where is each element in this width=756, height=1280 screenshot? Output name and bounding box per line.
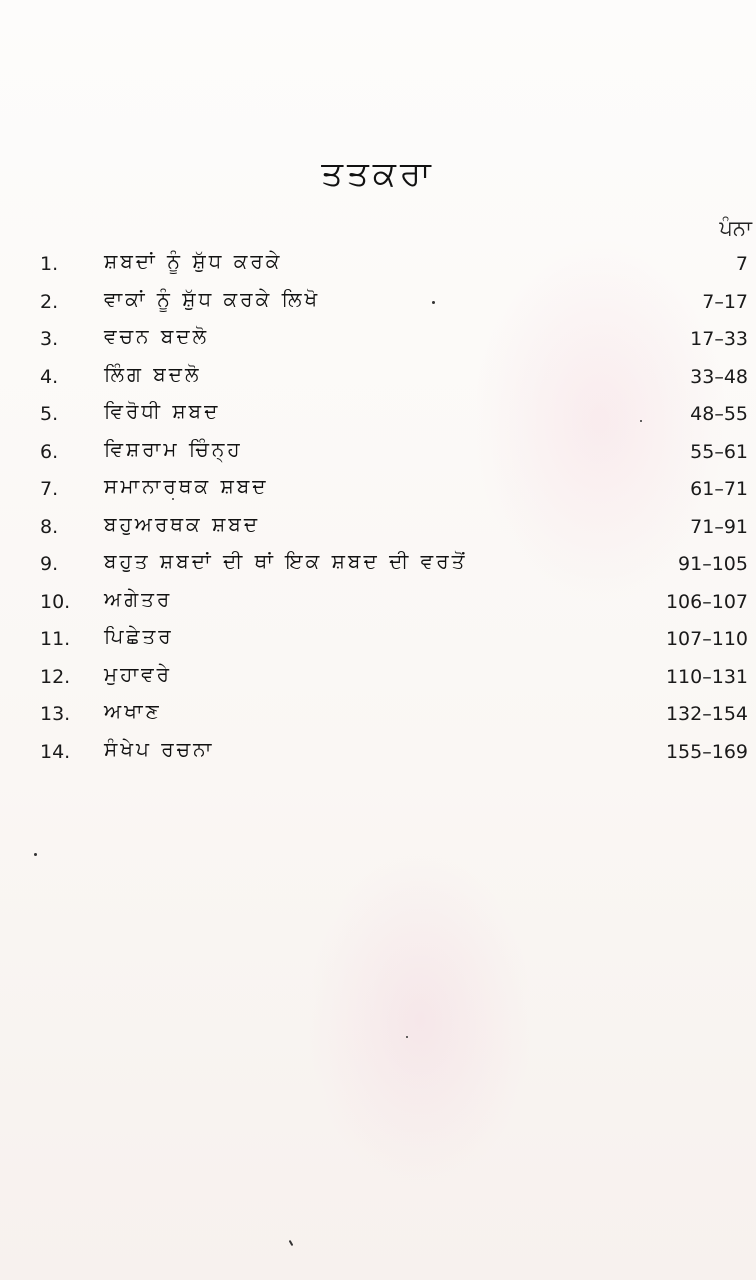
toc-entry-number: 8. [40,515,59,538]
toc-entry-pages: 7–17 [702,290,748,313]
toc-row [0,432,756,470]
toc-row [0,694,756,732]
toc-entry-title: ਪਿਛੇਤਰ [104,624,174,648]
toc-row [0,282,756,320]
toc-entry-pages: 33–48 [690,365,748,388]
toc-entry-pages: 107–110 [665,628,748,650]
print-speck [34,853,37,856]
toc-row [0,657,756,695]
print-speck [640,420,642,422]
toc-entry-pages: 55–61 [690,440,748,463]
toc-row [0,544,756,582]
toc-entry-pages: 61–71 [690,478,748,500]
toc-entry-title: ਸ਼ਬਦਾਂ ਨੂੰ ਸ਼ੁੱਧ ਕਰਕੇ [104,249,283,273]
toc-entry-pages: 7 [735,253,748,275]
toc-entry-pages: 71–91 [690,515,748,538]
toc-entry-title: ਵਿਰੋਧੀ ਸ਼ਬਦ [104,399,221,423]
toc-entry-title: ਵਾਕਾਂ ਨੂੰ ਸ਼ੁੱਧ ਕਰਕੇ ਲਿਖੋ [104,286,321,311]
toc-entry-title: ਬਹੁਤ ਸ਼ਬਦਾਂ ਦੀ ਥਾਂ ਇਕ ਸ਼ਬਦ ਦੀ ਵਰਤੋਂ [104,549,468,573]
toc-row [0,394,756,432]
toc-row [0,244,756,282]
toc-row [0,732,756,770]
toc-row [0,582,756,620]
table-of-contents [0,244,756,769]
toc-entry-number: 7. [40,478,59,500]
toc-entry-title: ਵਿਸ਼ਰਾਮ ਚਿੰਨ੍ਹ [104,436,243,461]
toc-entry-pages: 91–105 [678,553,748,575]
print-speck [432,301,435,304]
toc-entry-title: ਅਗੇਤਰ [104,586,173,611]
toc-entry-number: 6. [40,440,59,463]
toc-row [0,619,756,657]
toc-entry-number: 11. [40,628,71,650]
print-speck [406,1036,408,1038]
page-title: ਤਤਕਰਾ [321,154,435,194]
toc-entry-number: 2. [40,290,59,313]
toc-entry-pages: 106–107 [665,590,748,613]
toc-entry-pages: 17–33 [690,328,748,350]
toc-entry-number: 12. [40,665,71,688]
toc-entry-title: ਮੁਹਾਵਰੇ [104,661,173,686]
toc-entry-title: ਸੰਖੇਪ ਰਚਨਾ [104,736,215,761]
toc-entry-title: ਲਿੰਗ ਬਦਲੋ [104,361,202,386]
toc-row [0,507,756,545]
page-column-label: ਪੰਨਾ [719,216,752,240]
toc-entry-pages: 132–154 [665,703,748,725]
toc-row [0,357,756,395]
toc-row [0,469,756,507]
toc-entry-number: 9. [40,553,59,575]
toc-entry-number: 10. [40,590,71,613]
toc-entry-number: 5. [40,403,59,425]
toc-entry-number: 14. [40,740,71,763]
toc-entry-number: 13. [40,703,71,725]
toc-entry-number: 3. [40,328,59,350]
toc-entry-pages: 110–131 [665,665,748,688]
toc-entry-title: ਵਚਨ ਬਦਲੋ [104,324,210,348]
toc-entry-number: 4. [40,365,59,388]
toc-row [0,319,756,357]
toc-entry-number: 1. [40,253,59,275]
print-speck [289,1240,294,1246]
toc-entry-pages: 48–55 [690,403,748,425]
print-speck [172,498,174,500]
toc-entry-pages: 155–169 [665,740,748,763]
toc-entry-title: ਅਖਾਣ [104,699,162,723]
toc-entry-title: ਬਹੁਅਰਥਕ ਸ਼ਬਦ [104,511,261,536]
toc-entry-title: ਸਮਾਨਾਰਥਕ ਸ਼ਬਦ [104,474,269,498]
